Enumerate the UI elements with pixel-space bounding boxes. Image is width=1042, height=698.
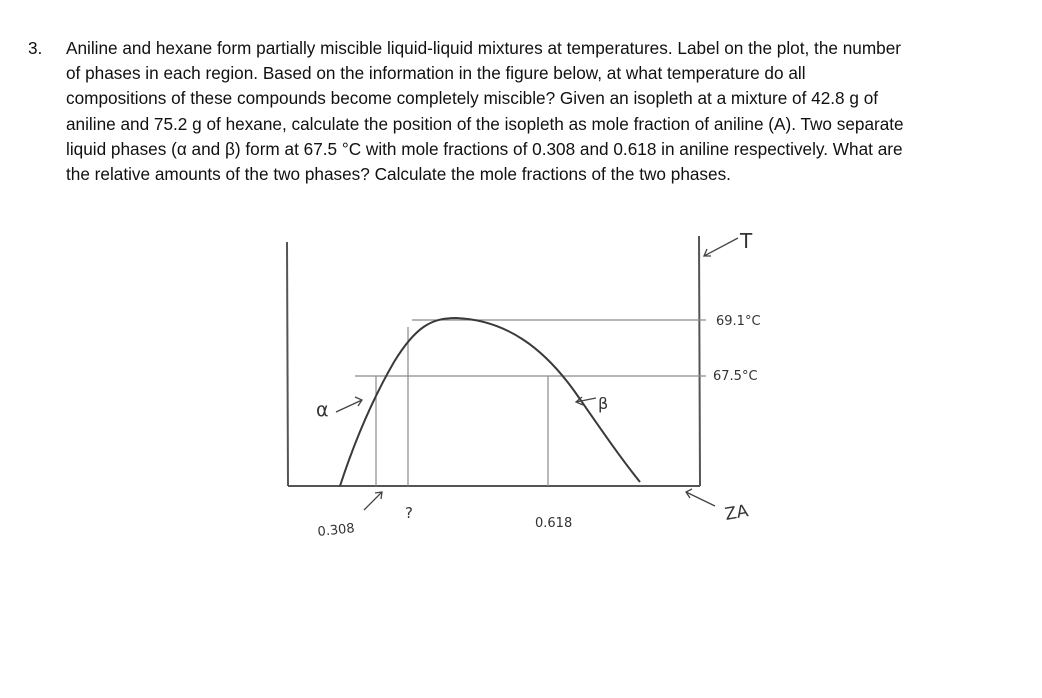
isopleth-label: ? xyxy=(405,504,413,522)
question-line: compositions of these compounds become completely miscible? Given an isopleth at a mixture of 42.8 g of xyxy=(66,88,879,109)
coexistence-curve xyxy=(340,318,640,486)
temp-label-lower: 67.5°C xyxy=(713,369,758,384)
temp-label-upper: 69.1°C xyxy=(716,314,761,329)
question-line: of phases in each region. Based on the information in the figure below, at what temperature do all xyxy=(66,63,806,84)
axis-label-t: T xyxy=(740,229,753,253)
t-arrow xyxy=(704,238,738,256)
left-axis xyxy=(287,242,288,486)
beta-composition-label: 0.618 xyxy=(535,516,573,531)
alpha-comp-arrow xyxy=(364,492,382,510)
question-line: the relative amounts of the two phases? Calculate the mole fractions of the two phases. xyxy=(66,164,731,185)
z-arrow xyxy=(686,489,715,506)
alpha-composition-label: 0.308 xyxy=(316,521,356,540)
axis-label-z: ZA xyxy=(723,501,750,525)
beta-label: β xyxy=(598,394,609,413)
right-axis xyxy=(699,236,700,486)
alpha-arrow xyxy=(336,397,362,412)
question-line: Aniline and hexane form partially miscible liquid-liquid mixtures at temperatures. Label on the plot, the number xyxy=(66,38,901,58)
alpha-label: α xyxy=(316,399,329,421)
question-line: liquid phases (α and β) form at 67.5 °C with mole fractions of 0.308 and 0.618 in aniline respectively. What are xyxy=(66,138,903,159)
question-number: 3. xyxy=(28,38,43,58)
question-line: aniline and 75.2 g of hexane, calculate the position of the isopleth as mole fraction of aniline (A). Two separate xyxy=(66,113,904,134)
